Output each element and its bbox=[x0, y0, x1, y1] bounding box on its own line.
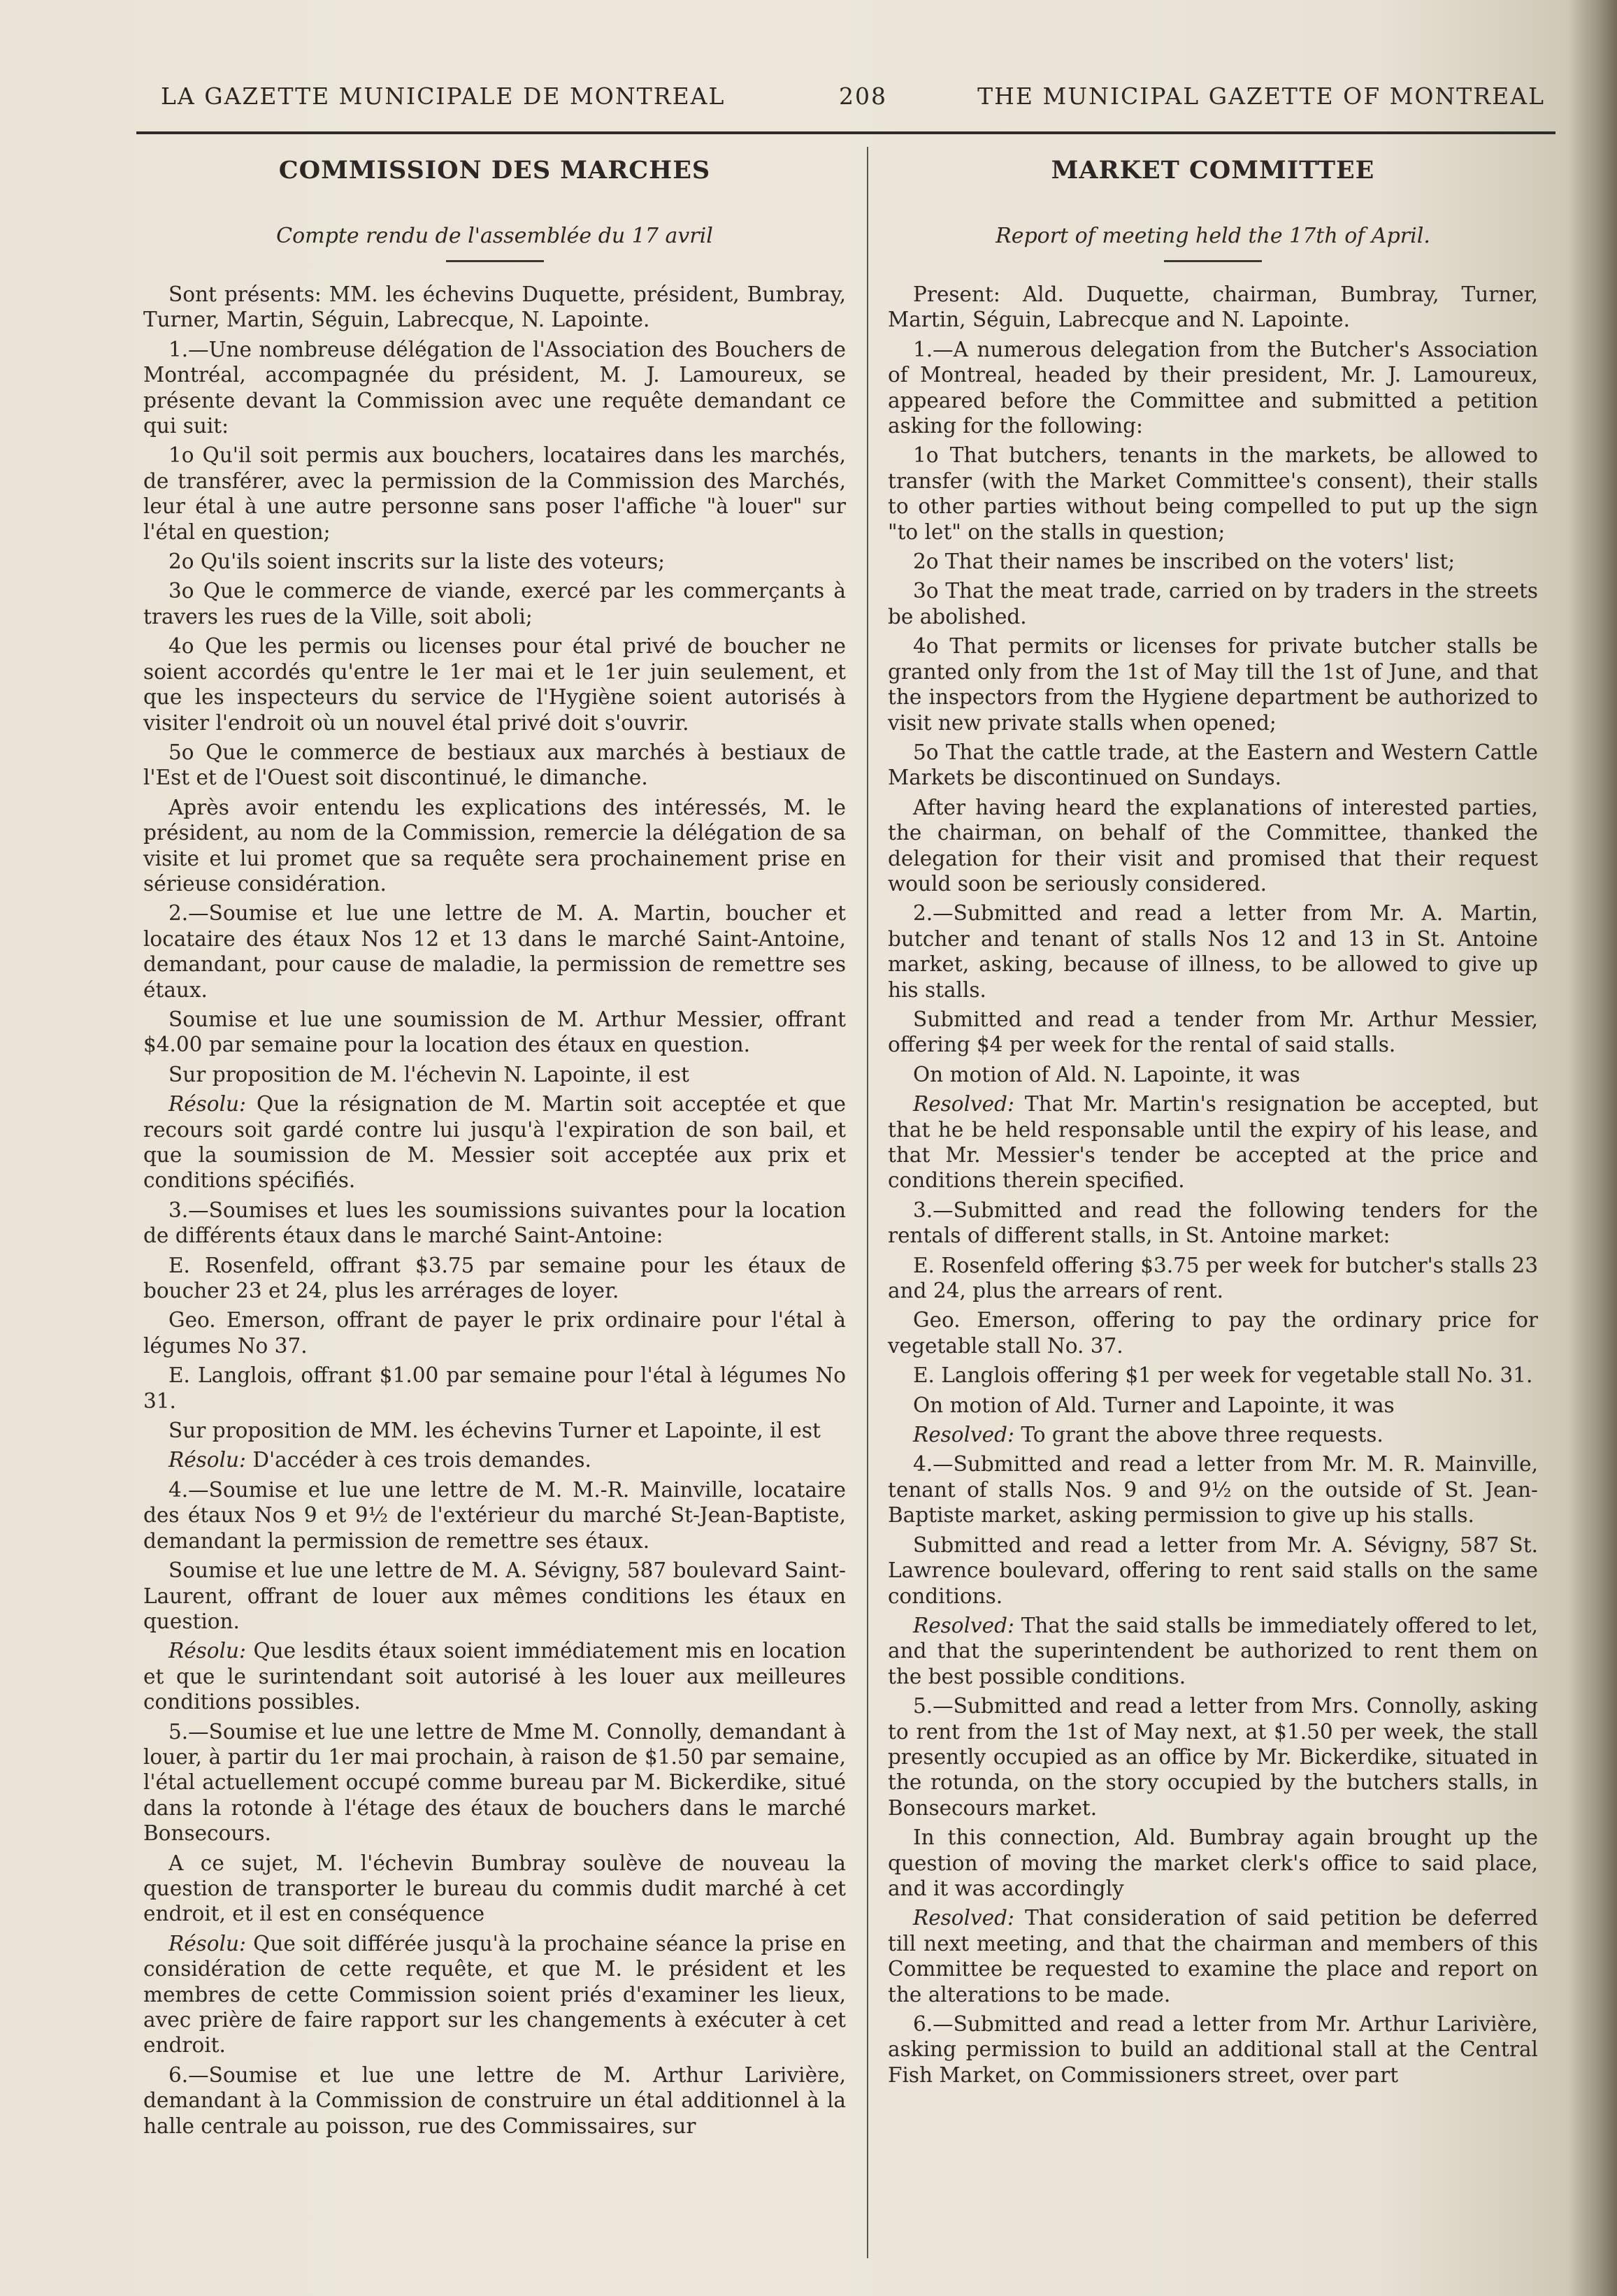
paragraph bbox=[143, 1307, 846, 1358]
paragraph bbox=[143, 337, 846, 439]
paragraph-text: Que lesdits étaux soient immédiatement mis en location et que le surintendant soit autorisé à les louer aux meilleures conditions possibles. bbox=[143, 1639, 846, 1714]
paragraph-text: E. Langlois, offrant $1.00 par semaine pour l'étal à légumes No 31. bbox=[143, 1363, 846, 1413]
paragraph bbox=[888, 337, 1538, 439]
paragraph bbox=[888, 282, 1538, 333]
paragraph-text: 1.—A numerous delegation from the Butcher's Association of Montreal, headed by their president, Mr. J. Lamoureux, appeared before the Committee and submitted a petition asking for the following: bbox=[888, 337, 1538, 438]
paragraph bbox=[143, 1007, 846, 1058]
paragraph-text: 5o Que le commerce de bestiaux aux marchés à bestiaux de l'Est et de l'Ouest soit discontinué, le dimanche. bbox=[143, 740, 846, 790]
paragraph-text: 2.—Soumise et lue une lettre de M. A. Martin, boucher et locataire des étaux Nos 12 et 13 dans le marché Saint-Antoine, demandant, pour cause de maladie, la permission de remettre ses étaux. bbox=[143, 901, 846, 1002]
paragraph bbox=[888, 1613, 1538, 1689]
running-head bbox=[161, 82, 1545, 124]
french-column bbox=[143, 147, 846, 2143]
paragraph-text: After having heard the explanations of interested parties, the chairman, on behalf of the Committee, thanked the delegation for their visit and promised that their request would soon be seriously considered. bbox=[888, 795, 1538, 896]
paragraph-text: Geo. Emerson, offering to pay the ordinary price for vegetable stall No. 37. bbox=[888, 1308, 1538, 1358]
paragraph-text: Submitted and read a letter from Mr. A. Sévigny, 587 St. Lawrence boulevard, offering to rent said stalls on the same conditions. bbox=[888, 1533, 1538, 1608]
paragraph bbox=[888, 633, 1538, 736]
paragraph-text: 5.—Submitted and read a letter from Mrs. Connolly, asking to rent from the 1st of May next, at $1.50 per week, the stall presently occupied as an office by Mr. Bickerdike, situated in the rotunda, on the story occupied by the butchers stalls, in Bonsecours market. bbox=[888, 1694, 1538, 1820]
paragraph-text: 1.—Une nombreuse délégation de l'Association des Bouchers de Montréal, accompagnée du président, M. J. Lamoureux, se présente devant la Commission avec une requête demandant ce qui suit: bbox=[143, 337, 846, 438]
paragraph-text: Sur proposition de M. l'échevin N. Lapointe, il est bbox=[168, 1062, 689, 1086]
paragraph bbox=[888, 1693, 1538, 1821]
paragraph-text: E. Rosenfeld, offrant $3.75 par semaine pour les étaux de boucher 23 et 24, plus les arrérages de loyer. bbox=[143, 1253, 846, 1303]
paragraph bbox=[143, 2062, 846, 2139]
paragraph-text: Sont présents: MM. les échevins Duquette, président, Bumbray, Turner, Martin, Séguin, Labrecque, N. Lapointe. bbox=[143, 282, 846, 332]
paragraph-text: 2.—Submitted and read a letter from Mr. A. Martin, butcher and tenant of stalls Nos 12 and 13 in St. Antoine market, asking, because of illness, to be allowed to give up his stalls. bbox=[888, 901, 1538, 1002]
paragraph bbox=[143, 1062, 846, 1087]
paragraph-text: Que la résignation de M. Martin soit acceptée et que recours soit gardé contre lui jusqu'à l'expiration de son bail, et que la soumission de M. Messier soit acceptée aux prix et conditions spécifiés. bbox=[143, 1092, 846, 1193]
english-title: THE MUNICIPAL GAZETTE OF MONTREAL bbox=[977, 82, 1545, 110]
resolution-label: Résolu: bbox=[168, 1448, 246, 1472]
paragraph bbox=[888, 1393, 1538, 1418]
paragraph bbox=[143, 282, 846, 333]
paragraph-text: 3o Que le commerce de viande, exercé par les commerçants à travers les rues de la Ville, soit aboli; bbox=[143, 579, 846, 629]
paragraph-text: 2o Qu'ils soient inscrits sur la liste des voteurs; bbox=[168, 550, 666, 574]
paragraph bbox=[888, 1253, 1538, 1304]
french-title: LA GAZETTE MUNICIPALE DE MONTREAL bbox=[161, 82, 726, 110]
paragraph bbox=[888, 1091, 1538, 1193]
paragraph bbox=[143, 1851, 846, 1927]
paragraph-text: That consideration of said petition be deferred till next meeting, and that the chairman and members of this Committee be requested to examine the place and report on the alterations to be made. bbox=[888, 1906, 1538, 2007]
paragraph-text: Que soit différée jusqu'à la prochaine séance la prise en considération de cette requête, et que M. le président et les membres de cette Commission soient priés d'examiner les lieux, avec prière de faire rapport sur les changements à exécuter à cet endroit. bbox=[143, 1931, 846, 2058]
paragraph bbox=[143, 633, 846, 736]
french-heading: COMMISSION DES MARCHES bbox=[278, 156, 711, 185]
paragraph bbox=[143, 1363, 846, 1414]
paragraph bbox=[143, 1253, 846, 1304]
paragraph-text: On motion of Ald. N. Lapointe, it was bbox=[913, 1062, 1300, 1086]
english-body bbox=[888, 282, 1538, 2088]
paragraph-text: 1o That butchers, tenants in the markets, be allowed to transfer (with the Market Committee's consent), their stalls to other parties without being compelled to put up the sign "to let" on the stalls in question; bbox=[888, 443, 1538, 544]
resolution-label: Resolved: bbox=[913, 1423, 1014, 1447]
paragraph-text: On motion of Ald. Turner and Lapointe, it was bbox=[913, 1393, 1395, 1417]
page-number: 208 bbox=[839, 82, 887, 110]
paragraph-text: 4o Que les permis ou licenses pour étal privé de boucher ne soient accordés qu'entre le 1er mai et le 1er juin seulement, et que les inspecteurs du service de l'Hygiène soient autorisés à visiter l'endroit où un nouvel étal privé doit s'ouvrir. bbox=[143, 634, 846, 735]
column-divider bbox=[867, 147, 868, 2258]
section-rule bbox=[446, 260, 544, 262]
paragraph-text: 3.—Submitted and read the following tenders for the rentals of different stalls, in St. Antoine market: bbox=[888, 1198, 1538, 1248]
resolution-label: Resolved: bbox=[913, 1613, 1014, 1637]
paragraph bbox=[888, 795, 1538, 897]
paragraph bbox=[143, 1719, 846, 1846]
paragraph-text: 3.—Soumises et lues les soumissions suivantes pour la location de différents étaux dans le marché Saint-Antoine: bbox=[143, 1198, 846, 1248]
paragraph bbox=[143, 1477, 846, 1554]
paragraph-text: E. Rosenfeld offering $3.75 per week for butcher's stalls 23 and 24, plus the arrears of rent. bbox=[888, 1253, 1538, 1303]
paragraph bbox=[888, 549, 1538, 574]
paragraph bbox=[888, 1198, 1538, 1249]
french-subheading: Compte rendu de l'assemblée du 17 avril bbox=[276, 224, 713, 248]
paragraph-text: 5.—Soumise et lue une lettre de Mme M. Connolly, demandant à louer, à partir du 1er mai prochain, à raison de $1.50 par semaine, l'étal actuellement occupé comme bureau par M. Bickerdike, situé dans la rotonde à l'étage des étaux de bouchers dans le marché Bonsecours. bbox=[143, 1719, 846, 1846]
paragraph-text: Soumise et lue une soumission de M. Arthur Messier, offrant $4.00 par semaine pour la location des étaux en question. bbox=[143, 1007, 846, 1057]
resolution-label: Resolved: bbox=[913, 1092, 1014, 1117]
paragraph bbox=[888, 443, 1538, 545]
resolution-label: Résolu: bbox=[168, 1639, 246, 1663]
paragraph bbox=[143, 578, 846, 629]
paragraph bbox=[888, 1451, 1538, 1528]
paragraph bbox=[143, 1447, 846, 1472]
paragraph bbox=[888, 901, 1538, 1003]
english-subheading: Report of meeting held the 17th of April. bbox=[996, 224, 1430, 248]
paragraph-text: E. Langlois offering $1 per week for vegetable stall No. 31. bbox=[913, 1363, 1533, 1388]
paragraph-text: 6.—Soumise et lue une lettre de M. Arthur Larivière, demandant à la Commission de construire un étal additionnel à la halle centrale au poisson, rue des Commissaires, sur bbox=[143, 2062, 846, 2138]
paragraph-text: 5o That the cattle trade, at the Eastern and Western Cattle Markets be discontinued on Sundays. bbox=[888, 740, 1538, 790]
paragraph bbox=[888, 1062, 1538, 1087]
paragraph bbox=[888, 1825, 1538, 1901]
paragraph bbox=[143, 1638, 846, 1714]
paragraph-text: Sur proposition de MM. les échevins Turner et Lapointe, il est bbox=[168, 1419, 821, 1443]
paragraph bbox=[143, 1418, 846, 1443]
paragraph bbox=[888, 740, 1538, 791]
paragraph bbox=[143, 443, 846, 545]
paragraph-text: Geo. Emerson, offrant de payer le prix ordinaire pour l'étal à légumes No 37. bbox=[143, 1308, 846, 1358]
section-rule bbox=[1164, 260, 1262, 262]
paragraph bbox=[888, 1905, 1538, 2007]
header-rule bbox=[136, 131, 1555, 134]
paragraph-text: 4.—Soumise et lue une lettre de M. M.-R. Mainville, locataire des étaux Nos 9 et 9½ de l'extérieur du marché St-Jean-Baptiste, demandant la permission de remettre ses étaux. bbox=[143, 1477, 846, 1553]
paragraph bbox=[888, 578, 1538, 629]
paragraph-text: That Mr. Martin's resignation be accepted, but that he be held responsable until the expiry of his lease, and that Mr. Messier's tender be accepted at the price and conditions therein specified. bbox=[888, 1092, 1538, 1193]
paragraph bbox=[143, 740, 846, 791]
paragraph bbox=[143, 1198, 846, 1249]
paragraph-text: 1o Qu'il soit permis aux bouchers, locataires dans les marchés, de transférer, avec la permission de la Commission des Marchés, leur étal à une autre personne sans poser l'affiche "à louer" sur l'étal en question; bbox=[143, 443, 846, 544]
paragraph-text: To grant the above three requests. bbox=[1021, 1423, 1384, 1447]
paragraph-text: Present: Ald. Duquette, chairman, Bumbray, Turner, Martin, Séguin, Labrecque and N. Lapointe. bbox=[888, 282, 1538, 332]
paragraph bbox=[143, 795, 846, 897]
paragraph bbox=[888, 1007, 1538, 1058]
paragraph bbox=[888, 2011, 1538, 2088]
resolution-label: Resolved: bbox=[913, 1906, 1014, 1930]
resolution-label: Résolu: bbox=[168, 1931, 246, 1956]
paragraph-text: 2o That their names be inscribed on the voters' list; bbox=[913, 550, 1456, 574]
paragraph-text: 4o That permits or licenses for private butcher stalls be granted only from the 1st of May till the 1st of June, and that the inspectors from the Hygiene department be authorized to visit new private stalls when opened; bbox=[888, 634, 1538, 735]
paragraph bbox=[143, 901, 846, 1003]
english-column bbox=[888, 147, 1538, 2092]
french-body bbox=[143, 282, 846, 2139]
paragraph-text: That the said stalls be immediately offered to let, and that the superintendent be authorized to rent them on the best possible conditions. bbox=[888, 1613, 1538, 1688]
paragraph-text: Submitted and read a tender from Mr. Arthur Messier, offering $4 per week for the rental of said stalls. bbox=[888, 1007, 1538, 1057]
paragraph-text: D'accéder à ces trois demandes. bbox=[252, 1448, 591, 1472]
paragraph bbox=[143, 1558, 846, 1634]
paragraph bbox=[888, 1422, 1538, 1447]
resolution-label: Résolu: bbox=[168, 1092, 246, 1117]
paragraph-text: Après avoir entendu les explications des intéressés, M. le président, au nom de la Commission, remercie la délégation de sa visite et lui promet que sa requête sera prochainement prise en sérieuse considération. bbox=[143, 795, 846, 896]
paragraph-text: 3o That the meat trade, carried on by traders in the streets be abolished. bbox=[888, 579, 1538, 629]
binding-shadow bbox=[1568, 0, 1617, 2296]
paragraph bbox=[143, 1091, 846, 1193]
paragraph-text: In this connection, Ald. Bumbray again brought up the question of moving the market clerk's office to said place, and it was accordingly bbox=[888, 1825, 1538, 1900]
paragraph-text: 4.—Submitted and read a letter from Mr. M. R. Mainville, tenant of stalls Nos. 9 and 9½ on the outside of St. Jean-Baptiste market, asking permission to give up his stalls. bbox=[888, 1452, 1538, 1528]
paragraph bbox=[143, 1931, 846, 2058]
paragraph bbox=[888, 1533, 1538, 1609]
paragraph bbox=[888, 1363, 1538, 1388]
paragraph-text: 6.—Submitted and read a letter from Mr. Arthur Larivière, asking permission to build an additional stall at the Central Fish Market, on Commissioners street, over part bbox=[888, 2012, 1538, 2087]
paragraph bbox=[888, 1307, 1538, 1358]
paragraph-text: Soumise et lue une lettre de M. A. Sévigny, 587 boulevard Saint-Laurent, offrant de louer aux mêmes conditions les étaux en question. bbox=[143, 1558, 846, 1633]
english-heading: MARKET COMMITTEE bbox=[1051, 156, 1375, 185]
paragraph bbox=[143, 549, 846, 574]
paragraph-text: A ce sujet, M. l'échevin Bumbray soulève de nouveau la question de transporter le bureau du commis dudit marché à cet endroit, et il est en conséquence bbox=[143, 1851, 846, 1926]
